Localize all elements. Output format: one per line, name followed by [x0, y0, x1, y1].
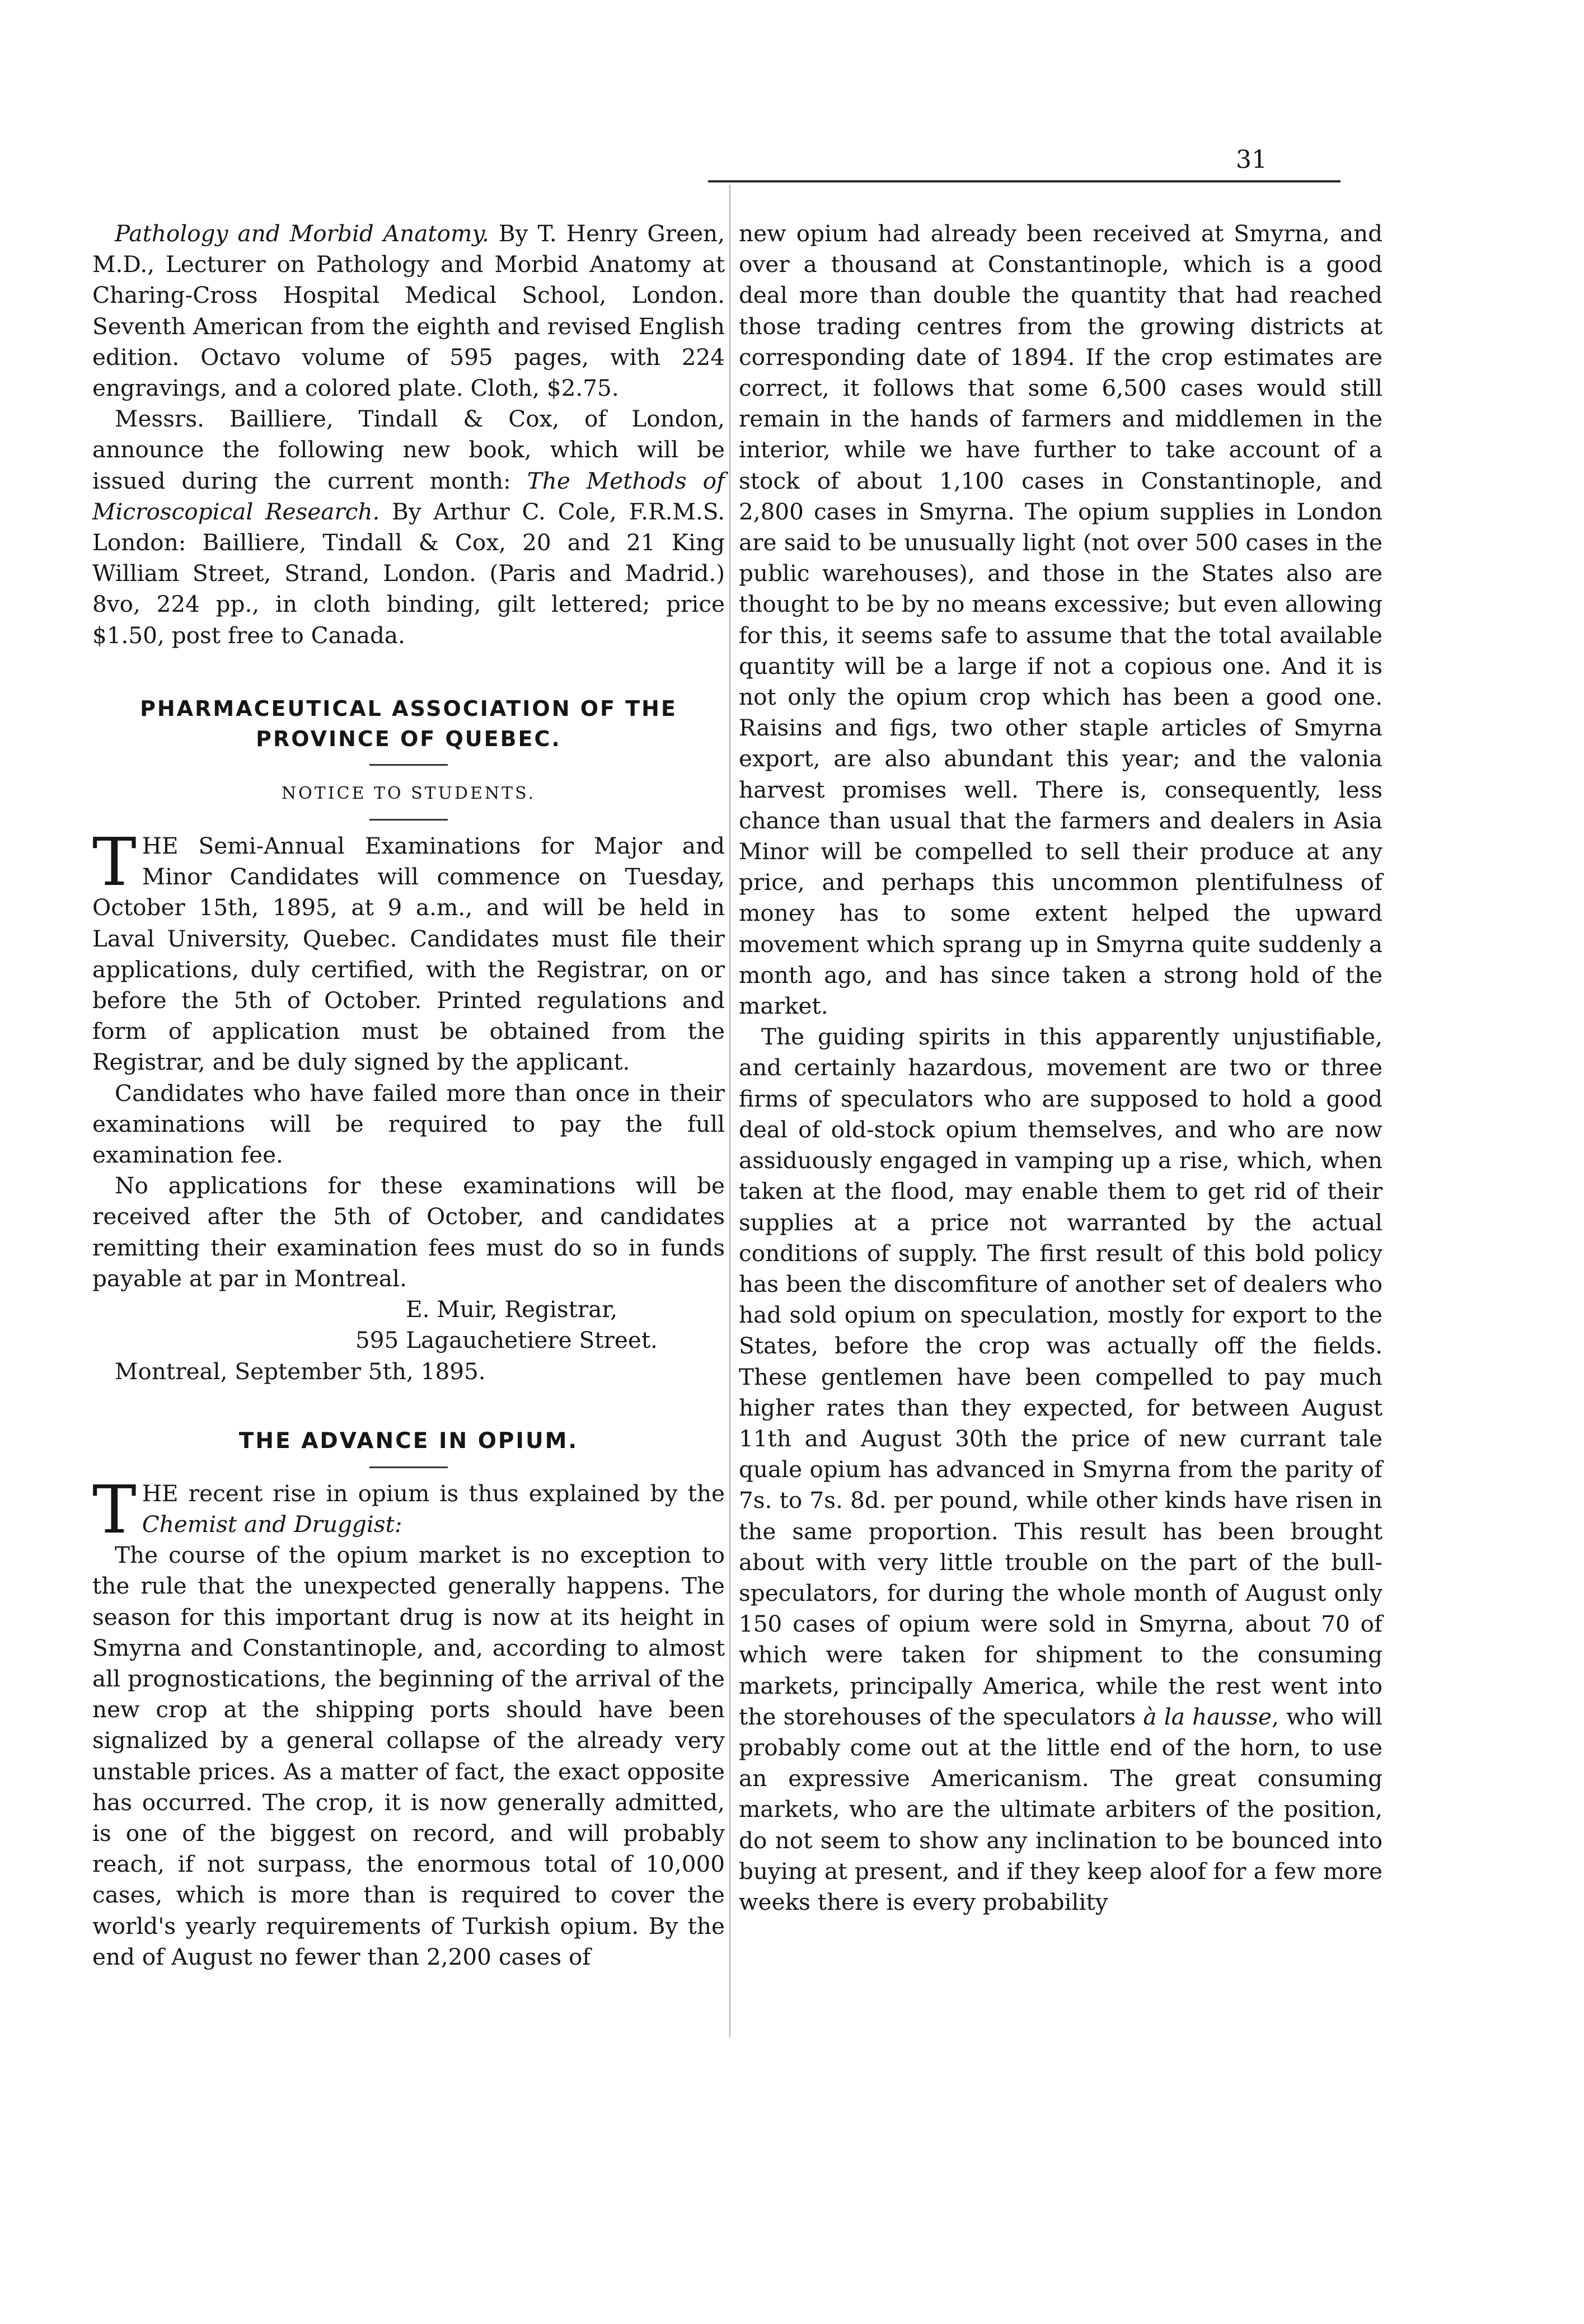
- opium-intro-text: HE recent rise in opium is thus explained by the: [142, 1479, 725, 1507]
- column-divider: [729, 185, 730, 2037]
- bailliere-notice: [92, 404, 725, 651]
- failed-candidates-paragraph: Candidates who have failed more than once in their examinations will be required to pay the full examination fee.: [92, 1079, 725, 1169]
- signature-name: E. Muir, Registrar,: [406, 1296, 618, 1323]
- dropcap: T: [92, 1470, 137, 1548]
- section-rule: [369, 1466, 448, 1468]
- left-column: [92, 218, 725, 1972]
- signature-date: Montreal, September 5th, 1895.: [115, 1357, 486, 1385]
- examination-paragraph: [92, 823, 725, 1078]
- applications-paragraph: No applications for these examinations will be received after the 5th of October, and candidates remitting their examination fees must do so in funds payable at par in Montreal.: [92, 1172, 725, 1292]
- source-title: Chemist and Druggist:: [142, 1510, 402, 1538]
- association-heading: PHARMACEUTICAL ASSOCIATION OF THE PROVINCE OF QUEBEC.: [140, 696, 677, 751]
- pathology-text: By T. Henry Green, M.D., Lecturer on Pathology and Morbid Anatomy at Charing-Cross Hospital Medical School, London. Seventh American from the eighth and revised English edition. Octavo volume of 595 pages, with 224 engravings, and a colored plate. Cloth, $2.75.: [92, 220, 725, 402]
- opium-intro: [92, 1470, 725, 1548]
- opium-heading: THE ADVANCE IN OPIUM.: [238, 1428, 579, 1454]
- microscopical-book-title: The Methods of Microscopical Research.: [92, 467, 725, 525]
- header-rule: [708, 180, 1341, 182]
- speculators-paragraph: [739, 1022, 1383, 1918]
- bailliere-text-b: By Arthur C. Cole, F.R.M.S. London: Bailliere, Tindall & Cox, 20 and 21 King William Street, Strand, London. (Paris and Madrid.) 8vo, 224 pp., in cloth binding, gilt lettered; price $1.50, post free to Canada.: [92, 498, 725, 649]
- a-la-hausse: à la hausse: [1143, 1703, 1272, 1730]
- opium-paragraph: The course of the opium market is no exception to the rule that the unexpected generally happens. The season for this important drug is now at its height in Smyrna and Constantinople, and, according to almost all prognostications, the beginning of the arrival of the new crop at the shipping ports should have been signalized by a general collapse of the already very unstable prices. As a matter of fact, the exact opposite has occurred. The crop, it is now generally admitted, is one of the biggest on record, and will probably reach, if not surpass, the enormous total of 10,000 cases, which is more than is required to cover the world's yearly requirements of Turkish opium. By the end of August no fewer than 2,200 cases of: [92, 1541, 725, 1970]
- pathology-notice: [92, 218, 725, 404]
- dropcap: T: [92, 823, 137, 901]
- speculators-text-b: , who will probably come out at the little end of the horn, to use an expressive Americanism. The great consuming markets, who are the ultimate arbiters of the position, do not seem to show any inclination to be bounced into buying at present, and if they keep aloof for a few more weeks there is every probability: [739, 1703, 1383, 1915]
- notice-subheading: NOTICE TO STUDENTS.: [281, 783, 536, 803]
- section-rule: [369, 819, 448, 821]
- pathology-book-title: Pathology and Morbid Anatomy.: [115, 220, 489, 247]
- examination-text: HE Semi-Annual Examinations for Major and Minor Candidates will commence on Tuesday, October 15th, 1895, at 9 a.m., and will be held in Laval University, Quebec. Candidates must file their applications, duly certified, with the Registrar, on or before the 5th of October. Printed regulations and form of application must be obtained from the Registrar, and be duly signed by the applicant.: [92, 832, 725, 1076]
- speculators-text-a: The guiding spirits in this apparently unjustifiable, and certainly hazardous, movement are two or three firms of speculators who are supposed to hold a good deal of old-stock opium themselves, and who are now assiduously engaged in vamping up a rise, which, when taken at the flood, may enable them to get rid of their supplies at a price not warranted by the actual conditions of supply. The first result of this bold policy has been the discomfiture of another set of dealers who had sold opium on speculation, mostly for export to the States, before the crop was actually off the fields. These gentlemen have been compelled to pay much higher rates than they expected, for between August 11th and August 30th the price of new currant tale quale opium has advanced in Smyrna from the parity of 7s. to 7s. 8d. per pound, while other kinds have risen in the same proportion. This result has been brought about with very little trouble on the part of the bull-speculators, for during the whole month of August only 150 cases of opium were sold in Smyrna, about 70 of which were taken for shipment to the consuming markets, principally America, while the rest went into the storehouses of the speculators: [739, 1023, 1383, 1730]
- bailliere-text-a: Messrs. Bailliere, Tindall & Cox, of London, announce the following new book, which will be issued during the current month:: [92, 405, 725, 494]
- page-number: 31: [1236, 146, 1267, 174]
- section-rule: [369, 764, 448, 766]
- opium-continuation: new opium had already been received at Smyrna, and over a thousand at Constantinople, which is a good deal more than double the quantity that had reached those trading centres from the growing districts at corresponding date of 1894. If the crop estimates are correct, it follows that some 6,500 cases would still remain in the hands of farmers and middlemen in the interior, while we have further to take account of a stock of about 1,100 cases in Constantinople, and 2,800 cases in Smyrna. The opium supplies in London are said to be unusually light (not over 500 cases in the public warehouses), and those in the States also are thought to be by no means excessive; but even allowing for this, it seems safe to assume that the total available quantity will be a large if not a copious one. And it is not only the opium crop which has been a good one. Raisins and figs, two other staple articles of Smyrna export, are also abundant this year; and the valonia harvest promises well. There is, consequently, less chance than usual that the farmers and dealers in Asia Minor will be compelled to sell their produce at any price, and perhaps this uncommon plentifulness of money has to some extent helped the upward movement which sprang up in Smyrna quite suddenly a month ago, and has since taken a strong hold of the market.: [739, 220, 1383, 1020]
- right-column: [739, 218, 1383, 1918]
- signature-address: 595 Lagauchetiere Street.: [355, 1327, 658, 1354]
